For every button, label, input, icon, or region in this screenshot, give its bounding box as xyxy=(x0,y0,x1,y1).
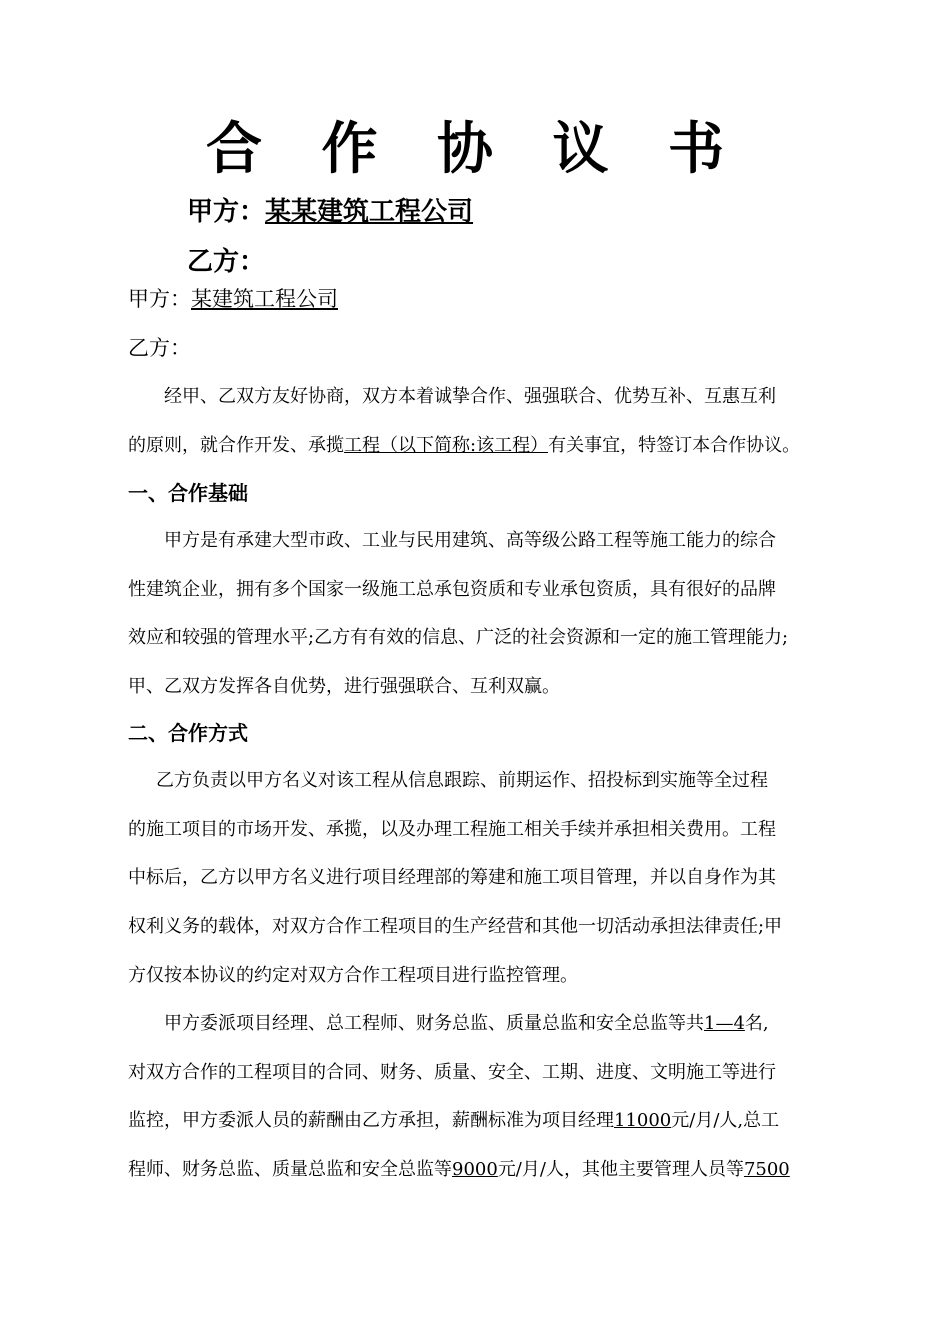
paragraph-line xyxy=(128,1097,828,1146)
header-party-a-name: 某某建筑工程公司 xyxy=(265,197,474,227)
staff-count: 1—4 xyxy=(704,1013,745,1034)
party-b xyxy=(128,333,191,363)
header-party-b xyxy=(187,244,265,280)
intro-line xyxy=(128,422,828,471)
party-a xyxy=(128,284,338,314)
text: 监控，甲方委派人员的薪酬由乙方承担，薪酬标准为项目经理 xyxy=(128,1110,614,1132)
section1-paragraph xyxy=(128,517,828,712)
paragraph-line: 性建筑企业，拥有多个国家一级施工总承包资质和专业承包资质，具有很好的品牌 xyxy=(128,578,776,600)
intro-line: 经甲、乙双方友好协商，双方本着诚挚合作、强强联合、优势互补、互惠互利 xyxy=(164,386,776,407)
section-heading: 一、合作基础 xyxy=(128,481,248,505)
text: 元/月/人,总工 xyxy=(671,1110,780,1132)
director-salary: 9000 xyxy=(452,1159,498,1181)
project-name: 工程（以下简称:该工程） xyxy=(344,434,549,456)
paragraph-line xyxy=(128,1146,828,1195)
paragraph-line: 甲方是有承建大型市政、工业与民用建筑、高等级公路工程等施工能力的综合 xyxy=(164,530,776,551)
text: 元/月/人，其他主要管理人员等 xyxy=(497,1159,744,1181)
text: 名, xyxy=(744,1013,769,1034)
header-party-a xyxy=(187,194,473,230)
header-party-a-label: 甲方： xyxy=(187,197,266,227)
paragraph-line: 方仅按本协议的约定对双方合作工程项目进行监控管理。 xyxy=(128,964,578,986)
staff-salary: 7500 xyxy=(743,1159,790,1181)
paragraph-line: 对双方合作的工程项目的合同、财务、质量、安全、工期、进度、文明施工等进行 xyxy=(128,1061,776,1083)
party-b-label: 乙方： xyxy=(128,336,191,360)
paragraph-line: 中标后，乙方以甲方名义进行项目经理部的筹建和施工项目管理，并以自身作为其 xyxy=(128,867,776,889)
section2-paragraph-2 xyxy=(128,1000,828,1195)
paragraph-line: 效应和较强的管理水平;乙方有有效的信息、广泛的社会资源和一定的施工管理能力; xyxy=(128,627,789,649)
header-party-b-label: 乙方： xyxy=(187,247,266,277)
manager-salary: 11000 xyxy=(614,1110,672,1132)
intro-text: 的原则，就合作开发、承揽 xyxy=(128,434,344,456)
section-heading: 二、合作方式 xyxy=(128,721,248,745)
text: 程师、财务总监、质量总监和安全总监等 xyxy=(128,1159,452,1181)
paragraph-line: 甲、乙双方发挥各自优势，进行强强联合、互利双赢。 xyxy=(128,676,560,698)
document-title: 合 作 协 议 书 xyxy=(206,117,744,182)
intro-text: 有关事宜，特签订本合作协议。 xyxy=(548,434,801,456)
paragraph-line: 乙方负责以甲方名义对该工程从信息跟踪、前期运作、招投标到实施等全过程 xyxy=(156,770,768,791)
paragraph-line: 的施工项目的市场开发、承揽，以及办理工程施工相关手续并承担相关费用。工程 xyxy=(128,818,776,840)
section2-paragraph-1 xyxy=(128,757,828,1000)
paragraph-line: 权利义务的载体，对双方合作工程项目的生产经营和其他一切活动承担法律责任;甲 xyxy=(128,916,783,938)
intro-paragraph xyxy=(128,373,828,470)
party-a-label: 甲方： xyxy=(128,287,191,311)
text: 甲方委派项目经理、总工程师、财务总监、质量总监和安全总监等共 xyxy=(164,1013,704,1034)
paragraph-line xyxy=(128,1000,828,1049)
party-a-name: 某建筑工程公司 xyxy=(191,287,338,311)
